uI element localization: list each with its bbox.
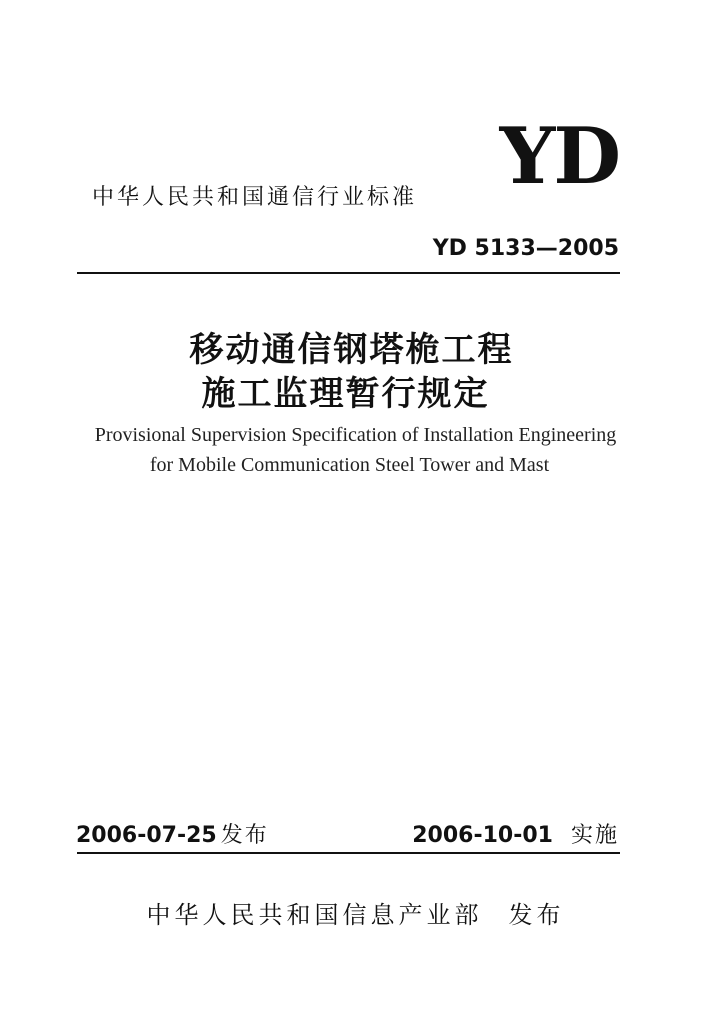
publisher-line bbox=[0, 895, 711, 930]
effective-date-block bbox=[412, 818, 619, 849]
top-divider bbox=[77, 272, 620, 274]
publisher-name: 中华人民共和国信息产业部 bbox=[146, 901, 483, 929]
yd-logo: YD bbox=[499, 111, 619, 202]
release-label: 发布 bbox=[220, 823, 269, 848]
title-zh-line1: 移动通信钢塔桅工程 bbox=[189, 330, 514, 370]
title-en-line2: for Mobile Communication Steel Tower and Mast bbox=[149, 454, 550, 476]
standard-number: YD 5133—2005 bbox=[432, 236, 619, 261]
bottom-divider bbox=[77, 852, 620, 854]
title-en-line1: Provisional Supervision Specification of Installation Engineering bbox=[94, 424, 617, 446]
effective-date: 2006-10-01 bbox=[412, 823, 553, 848]
effective-label: 实施 bbox=[570, 823, 619, 848]
release-date: 2006-07-25 bbox=[76, 823, 217, 848]
publisher-action: 发布 bbox=[508, 901, 565, 929]
release-date-block bbox=[76, 818, 269, 849]
title-zh-line2: 施工监理暂行规定 bbox=[201, 374, 490, 414]
issuer-line: 中华人民共和国通信行业标准 bbox=[92, 185, 418, 210]
